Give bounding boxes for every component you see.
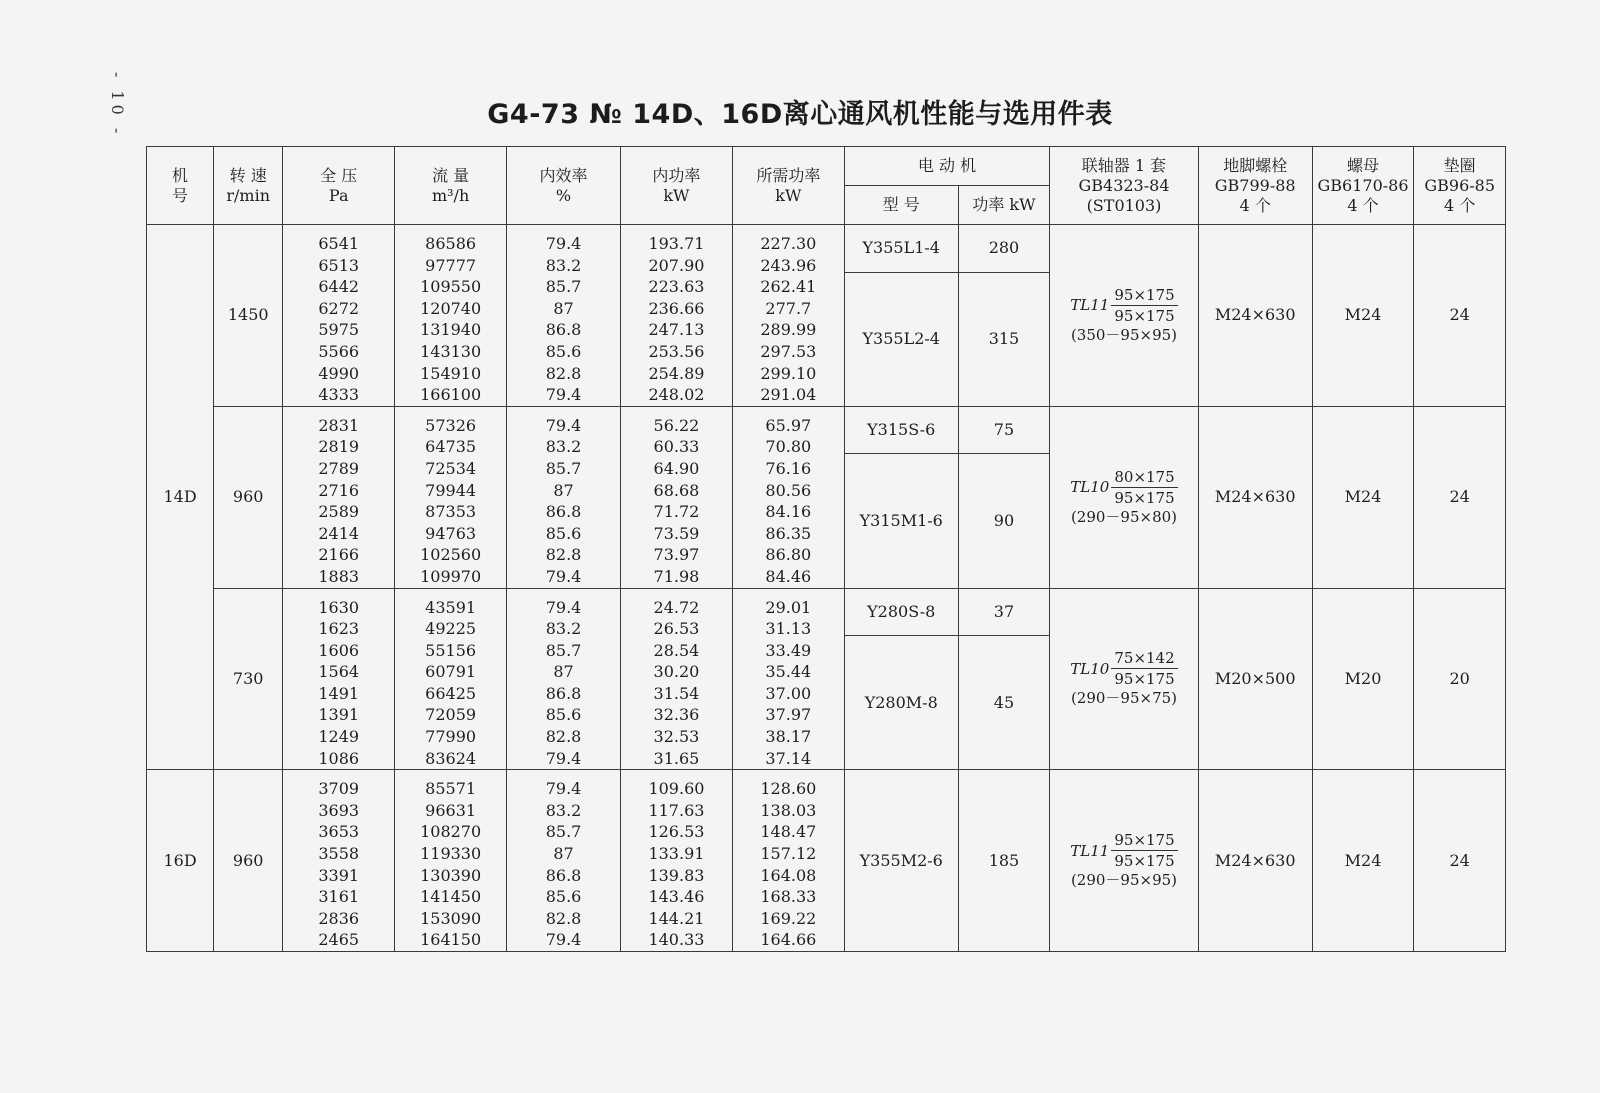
table-value: 277.7 (765, 298, 812, 318)
table-value: 2836 (318, 908, 360, 928)
table-value: 70.80 (765, 437, 812, 457)
anchor-bolt-cell: M24×630 (1198, 225, 1312, 407)
pressure-cell (283, 406, 395, 588)
table-value: 85.6 (545, 705, 582, 725)
table-value: 1249 (318, 727, 360, 747)
table-value: 79.4 (545, 234, 582, 253)
table-value: 86.80 (765, 545, 812, 565)
header-coupling: 联轴器 1 套 GB4323-84 (ST0103) (1050, 147, 1199, 225)
table-value: 254.89 (648, 363, 705, 383)
table-value: 83.2 (545, 437, 582, 457)
table-value: 1086 (318, 748, 360, 768)
table-value: 85.7 (545, 458, 582, 478)
coupling-denominator: 95×175 (1114, 670, 1175, 689)
table-value: 79.4 (545, 748, 582, 768)
table-value: 243.96 (760, 255, 817, 275)
motor-model-cell: Y315S-6 (844, 406, 958, 454)
machine-no-cell: 16D (147, 770, 214, 952)
table-value: 291.04 (760, 385, 817, 405)
table-value: 207.90 (648, 255, 705, 275)
table-value: 109970 (420, 566, 482, 586)
table-value: 49225 (425, 619, 477, 639)
table-value: 3653 (318, 822, 360, 842)
table-value: 64735 (425, 437, 477, 457)
table-value: 3391 (318, 865, 360, 885)
table-value: 164.66 (760, 930, 817, 950)
speed-cell: 1450 (214, 225, 283, 407)
table-value: 119330 (420, 844, 482, 864)
table-value: 56.22 (653, 415, 700, 435)
table-value: 87 (553, 480, 574, 500)
table-value: 82.8 (545, 545, 582, 565)
table-value: 29.01 (765, 597, 812, 617)
table-value: 131940 (420, 320, 482, 340)
table-value: 138.03 (760, 800, 817, 820)
table-value: 30.20 (653, 662, 700, 682)
efficiency-cell (507, 588, 621, 770)
washer-cell: 20 (1414, 588, 1506, 770)
coupling-spec (1070, 831, 1177, 889)
efficiency-cell (507, 406, 621, 588)
table-value: 79.4 (545, 385, 582, 405)
table-value: 2589 (318, 502, 360, 522)
table-value: 79.4 (545, 566, 582, 586)
table-value: 60791 (425, 662, 477, 682)
table-value: 1883 (318, 566, 360, 586)
flow-cell (395, 770, 507, 952)
table-body (147, 225, 1506, 952)
table-value: 97777 (425, 255, 477, 275)
table-value: 3558 (318, 844, 360, 864)
table-value: 83624 (425, 748, 477, 768)
table-value: 86.8 (545, 865, 582, 885)
table-value: 133.91 (648, 844, 705, 864)
washer-cell: 24 (1414, 406, 1506, 588)
anchor-bolt-cell: M24×630 (1198, 770, 1312, 952)
header-nut: 螺母 GB6170-86 4 个 (1312, 147, 1414, 225)
table-value: 79.4 (545, 779, 582, 799)
internal-power-cell (620, 406, 732, 588)
table-value: 32.53 (653, 727, 700, 747)
table-value: 3161 (318, 887, 360, 907)
table-value: 31.65 (653, 748, 700, 768)
pressure-cell (283, 588, 395, 770)
coupling-fraction (1111, 468, 1177, 507)
table-value: 253.56 (648, 341, 705, 361)
coupling-fraction (1111, 286, 1177, 325)
table-value: 31.13 (765, 619, 812, 639)
coupling-bracket: (290－95×95) (1070, 871, 1178, 890)
table-value: 85.6 (545, 341, 582, 361)
coupling-cell (1050, 588, 1199, 770)
table-value: 102560 (420, 545, 482, 565)
table-value: 2789 (318, 458, 360, 478)
table-value: 87 (553, 662, 574, 682)
table-value: 26.53 (653, 619, 700, 639)
table-value: 299.10 (760, 363, 817, 383)
table-value: 2465 (318, 930, 360, 950)
anchor-bolt-cell: M20×500 (1198, 588, 1312, 770)
table-value: 6272 (318, 298, 360, 318)
washer-cell: 24 (1414, 770, 1506, 952)
coupling-fraction (1111, 831, 1177, 870)
table-value: 1630 (318, 597, 360, 617)
table-value: 109550 (420, 277, 482, 297)
table-value: 32.36 (653, 705, 700, 725)
coupling-denominator: 95×175 (1114, 306, 1175, 325)
coupling-bracket: (290－95×80) (1070, 507, 1178, 526)
table-value: 79.4 (545, 415, 582, 435)
table-value: 1564 (318, 662, 360, 682)
table-value: 43591 (425, 597, 477, 617)
table-value: 96631 (425, 800, 477, 820)
table-value: 82.8 (545, 908, 582, 928)
table-value: 24.72 (653, 597, 700, 617)
table-value: 1491 (318, 683, 360, 703)
table-value: 109.60 (648, 779, 705, 799)
motor-power-cell: 45 (958, 636, 1050, 770)
coupling-numerator: 95×175 (1111, 286, 1177, 306)
table-value: 126.53 (648, 822, 705, 842)
coupling-numerator: 75×142 (1111, 649, 1177, 669)
coupling-bracket: (290－95×75) (1070, 689, 1178, 708)
motor-power-cell: 280 (958, 225, 1050, 273)
table-value: 6442 (318, 277, 360, 297)
required-power-cell (732, 770, 844, 952)
motor-power-cell: 37 (958, 588, 1050, 636)
table-value: 55156 (425, 640, 477, 660)
coupling-denominator: 95×175 (1114, 852, 1175, 871)
coupling-code: TL11 (1070, 296, 1110, 315)
table-value: 83.2 (545, 619, 582, 639)
table-value: 164.08 (760, 865, 817, 885)
table-value: 31.54 (653, 683, 700, 703)
header-efficiency: 内效率 % (507, 147, 621, 225)
table-value: 66425 (425, 683, 477, 703)
table-value: 140.33 (648, 930, 705, 950)
coupling-denominator: 95×175 (1114, 488, 1175, 507)
table-value: 169.22 (760, 908, 817, 928)
table-value: 4990 (318, 363, 360, 383)
table-value: 82.8 (545, 727, 582, 747)
table-value: 5975 (318, 320, 360, 340)
coupling-code: TL11 (1070, 841, 1110, 860)
header-flow: 流 量 m³/h (395, 147, 507, 225)
table-value: 37.97 (765, 705, 812, 725)
table-value: 227.30 (760, 234, 817, 253)
table-value: 68.68 (653, 480, 700, 500)
table-value: 71.98 (653, 566, 700, 586)
speed-cell: 730 (214, 588, 283, 770)
table-value: 72534 (425, 458, 477, 478)
coupling-numerator: 80×175 (1111, 468, 1177, 488)
table-value: 37.14 (765, 748, 812, 768)
table-value: 85.6 (545, 887, 582, 907)
table-value: 193.71 (648, 234, 705, 253)
table-value: 87 (553, 844, 574, 864)
efficiency-cell (507, 770, 621, 952)
required-power-cell (732, 588, 844, 770)
table-value: 85571 (425, 779, 477, 799)
table-value: 73.59 (653, 523, 700, 543)
internal-power-cell (620, 588, 732, 770)
table-value: 148.47 (760, 822, 817, 842)
coupling-spec (1070, 468, 1177, 526)
table-value: 85.7 (545, 277, 582, 297)
speed-cell: 960 (214, 770, 283, 952)
table-value: 86.35 (765, 523, 812, 543)
table-value: 57326 (425, 415, 477, 435)
internal-power-cell (620, 770, 732, 952)
header-anchor-bolt: 地脚螺栓 GB799-88 4 个 (1198, 147, 1312, 225)
table-value: 2716 (318, 480, 360, 500)
table-value: 130390 (420, 865, 482, 885)
table-value: 168.33 (760, 887, 817, 907)
coupling-code: TL10 (1070, 659, 1110, 678)
table-value: 65.97 (765, 415, 812, 435)
motor-model-cell: Y355L2-4 (844, 272, 958, 406)
table-value: 120740 (420, 298, 482, 318)
coupling-cell (1050, 225, 1199, 407)
table-value: 38.17 (765, 727, 812, 747)
table-value: 86.8 (545, 683, 582, 703)
table-value: 33.49 (765, 640, 812, 660)
table-value: 143130 (420, 341, 482, 361)
header-motor-model: 型 号 (844, 186, 958, 225)
table-value: 84.46 (765, 566, 812, 586)
table-value: 128.60 (760, 779, 817, 799)
motor-model-cell: Y280M-8 (844, 636, 958, 770)
flow-cell (395, 225, 507, 407)
table-value: 79.4 (545, 930, 582, 950)
motor-model-cell: Y315M1-6 (844, 454, 958, 588)
table-value: 2166 (318, 545, 360, 565)
table-value: 3693 (318, 800, 360, 820)
coupling-spec (1070, 649, 1177, 707)
fan-performance-table (146, 146, 1506, 952)
motor-model-cell: Y355M2-6 (844, 770, 958, 952)
header-motor: 电 动 机 (844, 147, 1049, 186)
internal-power-cell (620, 225, 732, 407)
table-value: 248.02 (648, 385, 705, 405)
coupling-cell (1050, 770, 1199, 952)
table-value: 166100 (420, 385, 482, 405)
motor-model-cell: Y280S-8 (844, 588, 958, 636)
header-machine-no: 机 号 (147, 147, 214, 225)
table-value: 87353 (425, 502, 477, 522)
table-value: 143.46 (648, 887, 705, 907)
motor-model-cell: Y355L1-4 (844, 225, 958, 273)
motor-power-cell: 90 (958, 454, 1050, 588)
table-value: 5566 (318, 341, 360, 361)
table-value: 84.16 (765, 502, 812, 522)
table-value: 86586 (425, 234, 477, 253)
washer-cell: 24 (1414, 225, 1506, 407)
pressure-cell (283, 770, 395, 952)
coupling-spec (1070, 286, 1177, 344)
flow-cell (395, 588, 507, 770)
table-value: 3709 (318, 779, 360, 799)
table-value: 79944 (425, 480, 477, 500)
efficiency-cell (507, 225, 621, 407)
header-washer: 垫圈 GB96-85 4 个 (1414, 147, 1506, 225)
coupling-bracket: (350－95×95) (1070, 325, 1178, 344)
flow-cell (395, 406, 507, 588)
header-speed: 转 速 r/min (214, 147, 283, 225)
table-value: 141450 (420, 887, 482, 907)
table-value: 83.2 (545, 800, 582, 820)
table-value: 1606 (318, 640, 360, 660)
page-number: - 10 - (108, 72, 127, 138)
table-value: 94763 (425, 523, 477, 543)
header-total-pressure: 全 压 Pa (283, 147, 395, 225)
table-value: 87 (553, 298, 574, 318)
header-required-power: 所需功率 kW (732, 147, 844, 225)
coupling-cell (1050, 406, 1199, 588)
table-value: 247.13 (648, 320, 705, 340)
table-value: 108270 (420, 822, 482, 842)
table-value: 6541 (318, 234, 360, 253)
table-value: 86.8 (545, 502, 582, 522)
table-value: 72059 (425, 705, 477, 725)
table-value: 85.6 (545, 523, 582, 543)
motor-power-cell: 185 (958, 770, 1050, 952)
table-row (147, 406, 1506, 454)
table-value: 82.8 (545, 363, 582, 383)
table-value: 64.90 (653, 458, 700, 478)
table-value: 86.8 (545, 320, 582, 340)
table-value: 2414 (318, 523, 360, 543)
page-title: G4-73 № 14D、16D离心通风机性能与选用件表 (487, 99, 1113, 130)
table-value: 2831 (318, 415, 360, 435)
table-value: 28.54 (653, 640, 700, 660)
required-power-cell (732, 406, 844, 588)
motor-power-cell: 75 (958, 406, 1050, 454)
motor-power-cell: 315 (958, 272, 1050, 406)
anchor-bolt-cell: M24×630 (1198, 406, 1312, 588)
table-value: 153090 (420, 908, 482, 928)
nut-cell: M24 (1312, 406, 1414, 588)
table-value: 80.56 (765, 480, 812, 500)
table-value: 73.97 (653, 545, 700, 565)
table-value: 76.16 (765, 458, 812, 478)
coupling-code: TL10 (1070, 478, 1110, 497)
table-value: 297.53 (760, 341, 817, 361)
table-value: 77990 (425, 727, 477, 747)
table-value: 223.63 (648, 277, 705, 297)
table-value: 4333 (318, 385, 360, 405)
table-value: 117.63 (648, 800, 705, 820)
table-value: 85.7 (545, 640, 582, 660)
table-value: 6513 (318, 255, 360, 275)
table-value: 164150 (420, 930, 482, 950)
table-value: 236.66 (648, 298, 705, 318)
table-value: 71.72 (653, 502, 700, 522)
table-value: 60.33 (653, 437, 700, 457)
speed-cell: 960 (214, 406, 283, 588)
coupling-fraction (1111, 649, 1177, 688)
table-value: 289.99 (760, 320, 817, 340)
table-value: 139.83 (648, 865, 705, 885)
required-power-cell (732, 225, 844, 407)
table-value: 79.4 (545, 597, 582, 617)
nut-cell: M20 (1312, 588, 1414, 770)
table-value: 37.00 (765, 683, 812, 703)
nut-cell: M24 (1312, 225, 1414, 407)
table-value: 1391 (318, 705, 360, 725)
table-value: 154910 (420, 363, 482, 383)
coupling-numerator: 95×175 (1111, 831, 1177, 851)
table-value: 262.41 (760, 277, 817, 297)
table-value: 83.2 (545, 255, 582, 275)
table-value: 2819 (318, 437, 360, 457)
header-motor-power: 功率 kW (958, 186, 1050, 225)
machine-no-cell: 14D (147, 225, 214, 770)
table-value: 1623 (318, 619, 360, 639)
pressure-cell (283, 225, 395, 407)
table-value: 157.12 (760, 844, 817, 864)
table-value: 144.21 (648, 908, 705, 928)
nut-cell: M24 (1312, 770, 1414, 952)
table-value: 35.44 (765, 662, 812, 682)
table-value: 85.7 (545, 822, 582, 842)
header-internal-power: 内功率 kW (620, 147, 732, 225)
